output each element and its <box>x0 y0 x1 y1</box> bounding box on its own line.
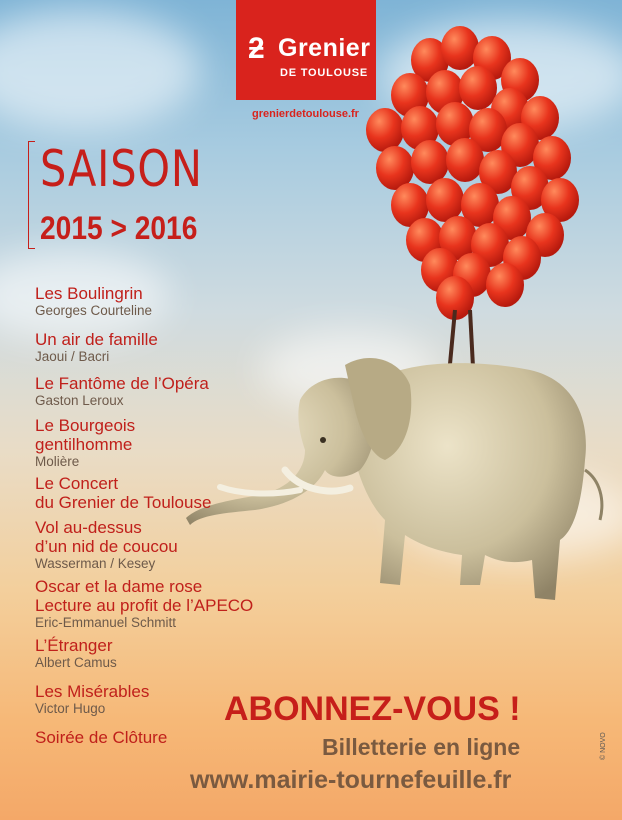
programme-item <box>35 518 178 572</box>
season-title: SAISON <box>40 140 203 198</box>
show-author: Wasserman / Kesey <box>35 556 156 571</box>
season-bracket <box>28 141 35 249</box>
show-author: Molière <box>35 454 80 469</box>
show-title: Les Misérables <box>35 682 150 701</box>
balloon <box>446 138 484 182</box>
show-title: Soirée de Clôture <box>35 728 168 747</box>
show-title: Vol au-dessus <box>35 518 142 537</box>
programme-item <box>35 416 135 470</box>
subscribe-headline: ABONNEZ-VOUS ! <box>224 690 521 728</box>
show-author: Albert Camus <box>35 655 117 670</box>
balloon <box>459 66 497 110</box>
season-years: 2015 > 2016 <box>40 210 198 246</box>
balloon <box>441 26 479 70</box>
show-title: Les Boulingrin <box>35 284 143 303</box>
logo-name: Grenier <box>278 34 371 62</box>
credit: © NOVO <box>600 732 607 760</box>
show-author: Georges Courteline <box>35 303 153 318</box>
balloon <box>366 108 404 152</box>
show-title: Le Bourgeois <box>35 416 136 435</box>
programme-item <box>35 636 117 671</box>
ticketing-url[interactable]: www.mairie-tournefeuille.fr <box>190 766 512 794</box>
show-title-line2: du Grenier de Toulouse <box>35 493 212 512</box>
show-title: Le Concert <box>35 474 119 493</box>
show-title-line2: Lecture au profit de l’APECO <box>35 596 254 615</box>
show-title-line2: gentilhomme <box>35 435 133 454</box>
programme-item <box>35 330 158 365</box>
elephant <box>186 358 602 600</box>
show-title: Oscar et la dame rose <box>35 577 203 596</box>
ticketing-label: Billetterie en ligne <box>322 734 521 760</box>
show-title-line2: d’un nid de coucou <box>35 537 178 556</box>
show-title: L’Étranger <box>35 636 113 655</box>
balloon <box>486 263 524 307</box>
show-author: Victor Hugo <box>35 701 106 716</box>
programme-item <box>35 284 152 319</box>
balloon-bunch <box>366 26 579 320</box>
programme-item <box>35 374 209 409</box>
show-title: Le Fantôme de l’Opéra <box>35 374 209 393</box>
show-author: Eric-Emmanuel Schmitt <box>35 615 177 630</box>
show-author: Gaston Leroux <box>35 393 124 408</box>
logo-mark-icon: ƻ <box>248 32 265 65</box>
website-url[interactable]: grenierdetoulouse.fr <box>252 108 359 120</box>
logo-subtitle: DE TOULOUSE <box>280 67 369 79</box>
show-author: Jaoui / Bacri <box>35 349 110 364</box>
programme-item <box>35 728 167 747</box>
balloon <box>411 140 449 184</box>
programme-item <box>35 682 149 717</box>
programme-item <box>35 577 253 631</box>
show-title: Un air de famille <box>35 330 158 349</box>
balloon <box>426 178 464 222</box>
logo <box>236 0 376 100</box>
programme-item <box>35 474 211 512</box>
